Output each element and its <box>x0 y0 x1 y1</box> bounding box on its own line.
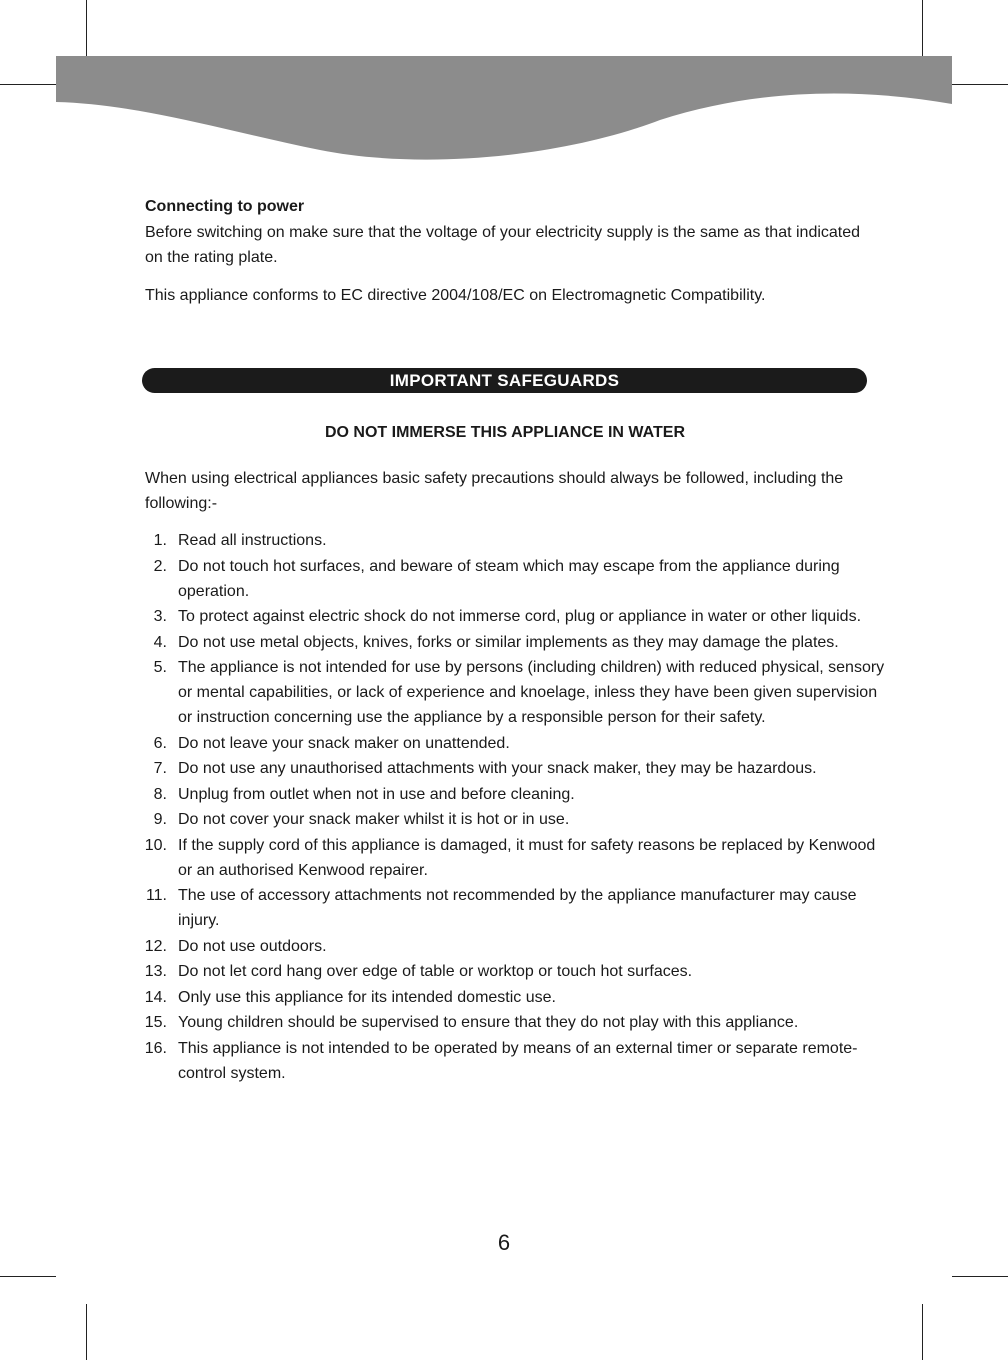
item-number: 11. <box>145 887 167 904</box>
item-number: 2. <box>153 557 167 575</box>
immersion-warning: DO NOT IMMERSE THIS APPLIANCE IN WATER <box>324 424 685 441</box>
crop-mark-bottom-right-vertical <box>922 1304 923 1360</box>
list-item <box>140 756 890 781</box>
item-text: The use of accessory attachments not recommended by the appliance manufacturer may cause injury. <box>178 887 857 929</box>
item-number: 9. <box>153 811 167 828</box>
crop-mark-bottom-left-vertical <box>86 1304 87 1360</box>
intro-paragraph: When using electrical appliances basic safety precautions should always be followed, including the following:- <box>145 470 844 512</box>
item-number: 10. <box>144 836 167 854</box>
list-item <box>140 554 890 604</box>
item-number: 16. <box>144 1039 167 1057</box>
item-number: 3. <box>153 608 167 625</box>
item-text: Read all instructions. <box>178 532 327 549</box>
crop-mark-bottom-left-horizontal <box>0 1276 56 1277</box>
list-item <box>140 604 890 629</box>
crop-mark-bottom-right-horizontal <box>952 1276 1008 1277</box>
item-text: This appliance is not intended to be operated by means of an external timer or separate remote-control system. <box>178 1039 858 1082</box>
item-number: 12. <box>144 937 167 955</box>
item-number: 13. <box>144 963 167 980</box>
item-text: Do not touch hot surfaces, and beware of steam which may escape from the appliance during operation. <box>178 557 840 600</box>
safeguards-list <box>140 528 890 1086</box>
power-paragraph: Before switching on make sure that the voltage of your electricity supply is the same as that indicated on the rating plate. <box>145 224 861 266</box>
item-text: Do not leave your snack maker on unattended. <box>178 734 510 752</box>
item-number: 4. <box>153 633 167 651</box>
item-text: Do not use any unauthorised attachments with your snack maker, they may be hazardous. <box>178 760 817 777</box>
list-item <box>140 630 890 655</box>
safeguards-banner: IMPORTANT SAFEGUARDS <box>142 368 867 393</box>
list-item <box>140 883 890 933</box>
item-number: 15. <box>144 1014 167 1031</box>
page-number: 6 <box>497 1230 511 1255</box>
item-number: 8. <box>153 785 167 803</box>
list-item <box>140 528 890 553</box>
item-text: Only use this appliance for its intended domestic use. <box>178 988 556 1006</box>
item-text: Young children should be supervised to ensure that they do not play with this appliance. <box>178 1014 799 1031</box>
item-number: 1. <box>153 532 167 549</box>
item-text: Do not let cord hang over edge of table or worktop or touch hot surfaces. <box>178 963 693 980</box>
item-text: Unplug from outlet when not in use and before cleaning. <box>178 785 575 803</box>
list-item <box>140 833 890 883</box>
item-number: 5. <box>153 659 167 676</box>
item-text: Do not use outdoors. <box>178 937 327 955</box>
list-item <box>140 985 890 1010</box>
item-number: 7. <box>153 760 167 777</box>
item-number: 6. <box>153 734 167 752</box>
item-text: The appliance is not intended for use by persons (including children) with reduced physical, sensory or mental capabilities, or lack of experience and knoelage, inless they have been given supervision or instruction concerning use the appliance by a responsible person for their safety. <box>178 659 885 726</box>
section-title: Connecting to power <box>145 198 305 215</box>
ec-directive-paragraph: This appliance conforms to EC directive 2004/108/EC on Electromagnetic Compatibility. <box>145 287 766 304</box>
item-text: To protect against electric shock do not immerse cord, plug or appliance in water or other liquids. <box>178 608 862 625</box>
item-text: Do not cover your snack maker whilst it is hot or in use. <box>178 811 570 828</box>
list-item <box>140 1010 890 1035</box>
list-item <box>140 782 890 807</box>
item-text: If the supply cord of this appliance is damaged, it must for safety reasons be replaced by Kenwood or an authorised Kenwood repairer. <box>178 836 876 879</box>
list-item <box>140 807 890 832</box>
item-number: 14. <box>144 988 167 1006</box>
item-text: Do not use metal objects, knives, forks or similar implements as they may damage the plates. <box>178 633 839 651</box>
list-item <box>140 655 890 730</box>
list-item <box>140 959 890 984</box>
list-item <box>140 731 890 756</box>
header-wave-band <box>0 0 1008 180</box>
list-item <box>140 1036 890 1086</box>
list-item <box>140 934 890 959</box>
